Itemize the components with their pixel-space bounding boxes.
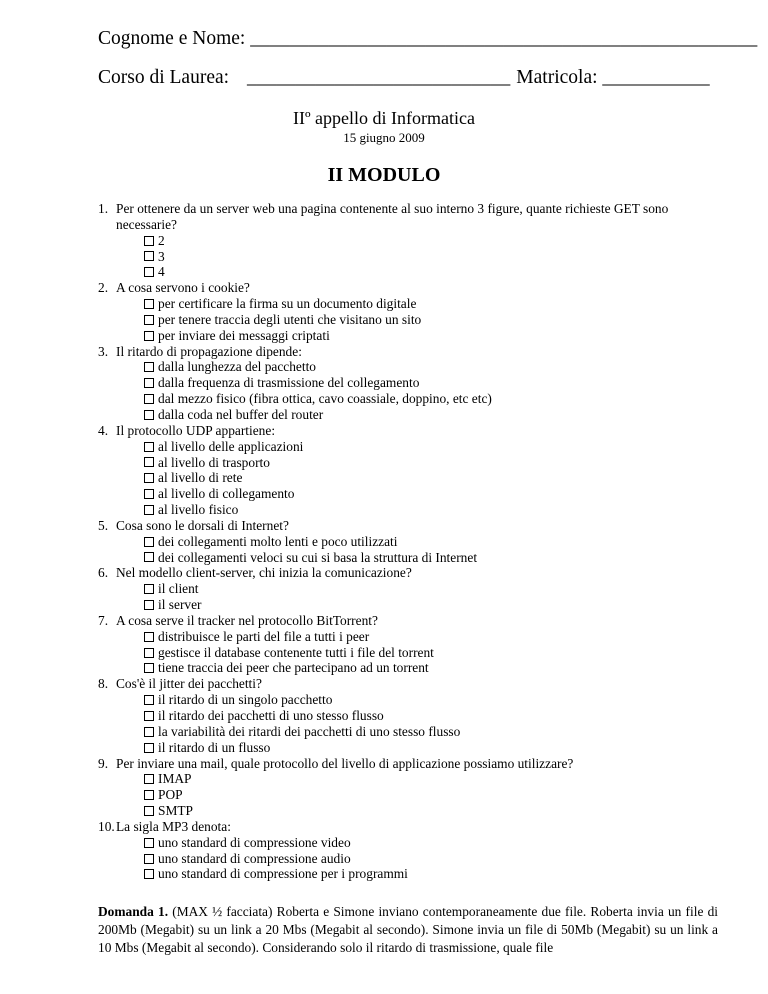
option-label: il server <box>158 597 202 613</box>
question-item <box>98 518 718 566</box>
option-list <box>98 771 718 819</box>
checkbox[interactable] <box>144 552 154 562</box>
question-text: A cosa serve il tracker nel protocollo BitTorrent? <box>116 612 378 628</box>
question-item <box>98 819 718 882</box>
option-label: la variabilità dei ritardi dei pacchetti di uno stesso flusso <box>158 723 461 739</box>
question-row <box>98 819 718 835</box>
question-row <box>98 756 718 772</box>
option-label: uno standard di compressione per i programmi <box>158 866 408 882</box>
question-number: 8. <box>98 676 109 692</box>
checkbox[interactable] <box>144 838 154 848</box>
open-question-text: (MAX ½ facciata) Roberta e Simone inviano contemporaneamente due file. Roberta invia un file di 200Mb (Megabit) su un link a 20 Mbs (Megabit al secondo). Simone invia un file di 50Mb (Megabit) su un link a 10 Mbs (Megabit al secondo). Considerando solo il ritardo di trasmissione, quale file <box>98 904 718 955</box>
checkbox[interactable] <box>144 727 154 737</box>
question-text: A cosa servono i cookie? <box>116 280 250 296</box>
checkbox[interactable] <box>144 869 154 879</box>
module-heading: II MODULO <box>327 164 441 186</box>
answer-option[interactable] <box>98 597 718 613</box>
answer-option[interactable] <box>98 233 718 249</box>
option-label: distribuisce le parti del file a tutti i peer <box>158 628 370 644</box>
checkbox[interactable] <box>144 236 154 246</box>
answer-option[interactable] <box>98 359 718 375</box>
answer-option[interactable] <box>98 407 718 423</box>
open-question <box>98 903 718 957</box>
question-number: 1. <box>98 201 109 216</box>
checkbox[interactable] <box>144 251 154 261</box>
option-label: per tenere traccia degli utenti che visitano un sito <box>158 311 422 327</box>
answer-option[interactable] <box>98 866 718 882</box>
question-text: Il protocollo UDP appartiene: <box>116 422 276 438</box>
option-label: dei collegamenti veloci su cui si basa la struttura di Internet <box>158 549 478 565</box>
checkbox[interactable] <box>144 806 154 816</box>
option-label: al livello fisico <box>158 502 239 518</box>
option-list <box>98 692 718 755</box>
option-list <box>98 835 718 883</box>
answer-option[interactable] <box>98 264 718 280</box>
checkbox[interactable] <box>144 267 154 277</box>
option-label: dalla frequenza di trasmissione del collegamento <box>158 375 420 391</box>
question-number: 10. <box>98 818 115 834</box>
option-label: gestisce il database contenente tutti i file del torrent <box>158 644 434 660</box>
answer-option[interactable] <box>98 249 718 265</box>
checkbox[interactable] <box>144 537 154 547</box>
checkbox[interactable] <box>144 299 154 309</box>
checkbox[interactable] <box>144 743 154 753</box>
checkbox[interactable] <box>144 473 154 483</box>
checkbox[interactable] <box>144 774 154 784</box>
answer-option[interactable] <box>98 708 718 724</box>
answer-option[interactable] <box>98 534 718 550</box>
option-label: il ritardo di un singolo pacchetto <box>158 692 333 708</box>
option-label: al livello delle applicazioni <box>158 438 304 454</box>
option-label: IMAP <box>158 771 192 787</box>
answer-option[interactable] <box>98 692 718 708</box>
question-item <box>98 565 718 613</box>
question-row <box>98 676 718 692</box>
option-label: al livello di trasporto <box>158 454 270 470</box>
option-label: uno standard di compressione video <box>158 834 351 850</box>
question-text: Per ottenere da un server web una pagina contenente al suo interno 3 figure, quante richieste GET sono necessarie? <box>116 201 669 232</box>
question-row <box>98 423 718 439</box>
answer-option[interactable] <box>98 375 718 391</box>
checkbox[interactable] <box>144 378 154 388</box>
answer-option[interactable] <box>98 835 718 851</box>
question-row <box>98 518 718 534</box>
answer-option[interactable] <box>98 328 718 344</box>
option-label: uno standard di compressione audio <box>158 850 351 866</box>
question-row <box>98 565 718 581</box>
checkbox[interactable] <box>144 315 154 325</box>
answer-option[interactable] <box>98 724 718 740</box>
option-label: tiene traccia dei peer che partecipano ad un torrent <box>158 660 429 676</box>
exam-title: IIº appello di Informatica <box>292 108 475 128</box>
question-list <box>98 201 718 882</box>
matricola-label: Matricola: <box>516 67 603 88</box>
answer-option[interactable] <box>98 391 718 407</box>
answer-option[interactable] <box>98 581 718 597</box>
checkbox[interactable] <box>144 790 154 800</box>
option-list <box>98 296 718 344</box>
checkbox[interactable] <box>144 394 154 404</box>
question-number: 2. <box>98 280 109 296</box>
answer-option[interactable] <box>98 296 718 312</box>
question-row <box>98 344 718 360</box>
answer-option[interactable] <box>98 660 718 676</box>
answer-option[interactable] <box>98 550 718 566</box>
answer-option[interactable] <box>98 312 718 328</box>
option-label: 3 <box>158 248 165 264</box>
option-label: dalla lunghezza del pacchetto <box>158 359 317 375</box>
question-row <box>98 280 718 296</box>
question-row <box>98 613 718 629</box>
question-text: Cos'è il jitter dei pacchetti? <box>116 676 262 692</box>
checkbox[interactable] <box>144 600 154 610</box>
option-label: 4 <box>158 264 165 280</box>
answer-option[interactable] <box>98 645 718 661</box>
checkbox[interactable] <box>144 331 154 341</box>
question-item <box>98 613 718 676</box>
checkbox[interactable] <box>144 695 154 705</box>
question-item <box>98 280 718 343</box>
option-label: dalla coda nel buffer del router <box>158 406 324 422</box>
checkbox[interactable] <box>144 362 154 372</box>
answer-option[interactable] <box>98 629 718 645</box>
answer-option[interactable] <box>98 851 718 867</box>
option-list <box>98 359 718 422</box>
option-label: SMTP <box>158 803 193 819</box>
option-label: dal mezzo fisico (fibra ottica, cavo coassiale, doppino, etc etc) <box>158 391 492 407</box>
question-text: Nel modello client-server, chi inizia la comunicazione? <box>116 565 412 581</box>
answer-option[interactable] <box>98 470 718 486</box>
option-label: per certificare la firma su un documento digitale <box>158 296 417 312</box>
question-item <box>98 676 718 755</box>
question-number: 7. <box>98 612 109 628</box>
name-label: Cognome e Nome: <box>98 28 251 49</box>
checkbox[interactable] <box>144 584 154 594</box>
question-text: Cosa sono le dorsali di Internet? <box>116 517 289 533</box>
checkbox[interactable] <box>144 410 154 420</box>
checkbox[interactable] <box>144 711 154 721</box>
question-item <box>98 756 718 819</box>
option-label: il ritardo dei pacchetti di uno stesso flusso <box>158 708 384 723</box>
answer-option[interactable] <box>98 771 718 787</box>
question-number: 6. <box>98 565 109 581</box>
question-text: La sigla MP3 denota: <box>116 818 231 834</box>
option-label: 2 <box>158 232 165 248</box>
checkbox[interactable] <box>144 489 154 499</box>
checkbox[interactable] <box>144 632 154 642</box>
checkbox[interactable] <box>144 648 154 658</box>
answer-option[interactable] <box>98 803 718 819</box>
option-list <box>98 629 718 677</box>
option-label: al livello di rete <box>158 470 243 486</box>
name-field-line <box>98 29 757 49</box>
option-list <box>98 581 718 613</box>
answer-option[interactable] <box>98 455 718 471</box>
question-number: 9. <box>98 755 109 771</box>
checkbox[interactable] <box>144 505 154 515</box>
answer-option[interactable] <box>98 439 718 455</box>
option-label: il ritardo di un flusso <box>158 739 271 755</box>
option-label: al livello di collegamento <box>158 486 295 502</box>
checkbox[interactable] <box>144 854 154 864</box>
option-label: dei collegamenti molto lenti e poco utilizzati <box>158 533 398 549</box>
question-item <box>98 201 718 280</box>
option-label: il client <box>158 581 199 597</box>
option-list <box>98 439 718 518</box>
checkbox[interactable] <box>144 442 154 452</box>
option-list <box>98 233 718 281</box>
question-row <box>98 201 718 233</box>
question-number: 3. <box>98 343 109 359</box>
checkbox[interactable] <box>144 663 154 673</box>
matricola-blank[interactable]: ___________ <box>602 67 710 88</box>
open-question-label: Domanda 1. <box>98 904 169 919</box>
course-blank[interactable]: ___________________________ <box>247 67 511 88</box>
option-label: per inviare dei messaggi criptati <box>158 327 330 343</box>
option-label: POP <box>158 787 183 803</box>
name-blank[interactable]: ____________________________________________________ <box>250 28 758 49</box>
question-number: 4. <box>98 422 109 438</box>
exam-date: 15 giugno 2009 <box>343 130 425 145</box>
checkbox[interactable] <box>144 457 154 467</box>
question-item <box>98 344 718 423</box>
question-text: Il ritardo di propagazione dipende: <box>116 343 302 359</box>
answer-option[interactable] <box>98 787 718 803</box>
answer-option[interactable] <box>98 740 718 756</box>
question-item <box>98 423 718 518</box>
course-label: Corso di Laurea: <box>98 67 230 88</box>
answer-option[interactable] <box>98 502 718 518</box>
option-list <box>98 534 718 566</box>
question-number: 5. <box>98 517 109 533</box>
answer-option[interactable] <box>98 486 718 502</box>
course-field-line <box>98 68 710 88</box>
question-text: Per inviare una mail, quale protocollo del livello di applicazione possiamo utilizzare? <box>116 755 574 771</box>
